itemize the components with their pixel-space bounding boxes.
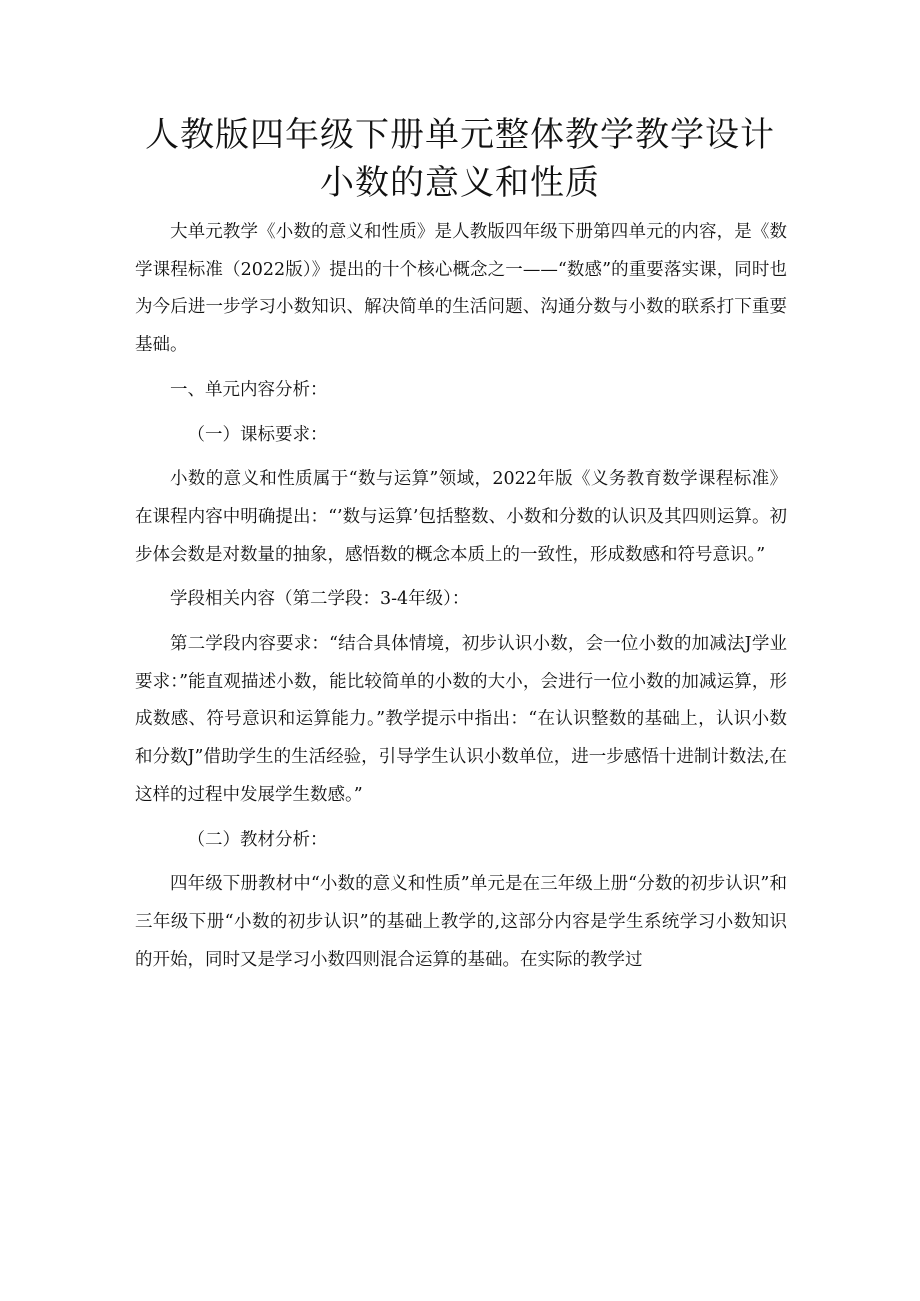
subsection-heading-textbook: （二）教材分析： [187,829,328,850]
paragraph-stage-content: 学段相关内容（第二学段：3-4年级）： [170,589,470,610]
paragraph-textbook: 四年级下册教材中“小数的意义和性质”单元是在三年级上册“分数的初步认识”和三年级下册“小数的初步认识”的基础上教学的,这部分内容是学生系统学习小数知识的开始，同时又是学习小数四则混合运算的基础。在实际的教学过 [135,874,787,970]
subsection-heading-curriculum: （一）课标要求： [187,424,328,445]
paragraph-stage-requirements: 第二学段内容要求：“结合具体情境，初步认识小数，会一位小数的加减法J学业要求：”能直观描述小数，能比较简单的小数的大小，会进行一位小数的加减运算，形成数感、符号意识和运算能力。”教学提示中指出：“在认识整数的基础上，认识小数和分数J”借助学生的生活经验，引导学生认识小数单位，进一步感悟十进制计数法,在这样的过程中发展学生数感。” [135,634,787,805]
document-subtitle: 小数的意义和性质 [320,163,600,203]
paragraph-curriculum: 小数的意义和性质属于“数与运算”领域，2022年版《义务教育数学课程标准》在课程内容中明确提出：“’数与运算’包括整数、小数和分数的认识及其四则运算。初步体会数是对数量的抽象，感悟数的概念本质上的一致性，形成数感和符号意识。” [135,469,787,565]
paragraph-intro: 大单元教学《小数的意义和性质》是人教版四年级下册第四单元的内容，是《数学课程标准（2022版）》提出的十个核心概念之一——“数感”的重要落实课，同时也为今后进一步学习小数知识、解决简单的生活问题、沟通分数与小数的联系打下重要基础。 [135,222,787,356]
document-body [135,214,787,986]
section-heading-unit-analysis: 一、单元内容分析： [170,379,328,400]
document-title: 人教版四年级下册单元整体教学教学设计 [145,115,775,155]
